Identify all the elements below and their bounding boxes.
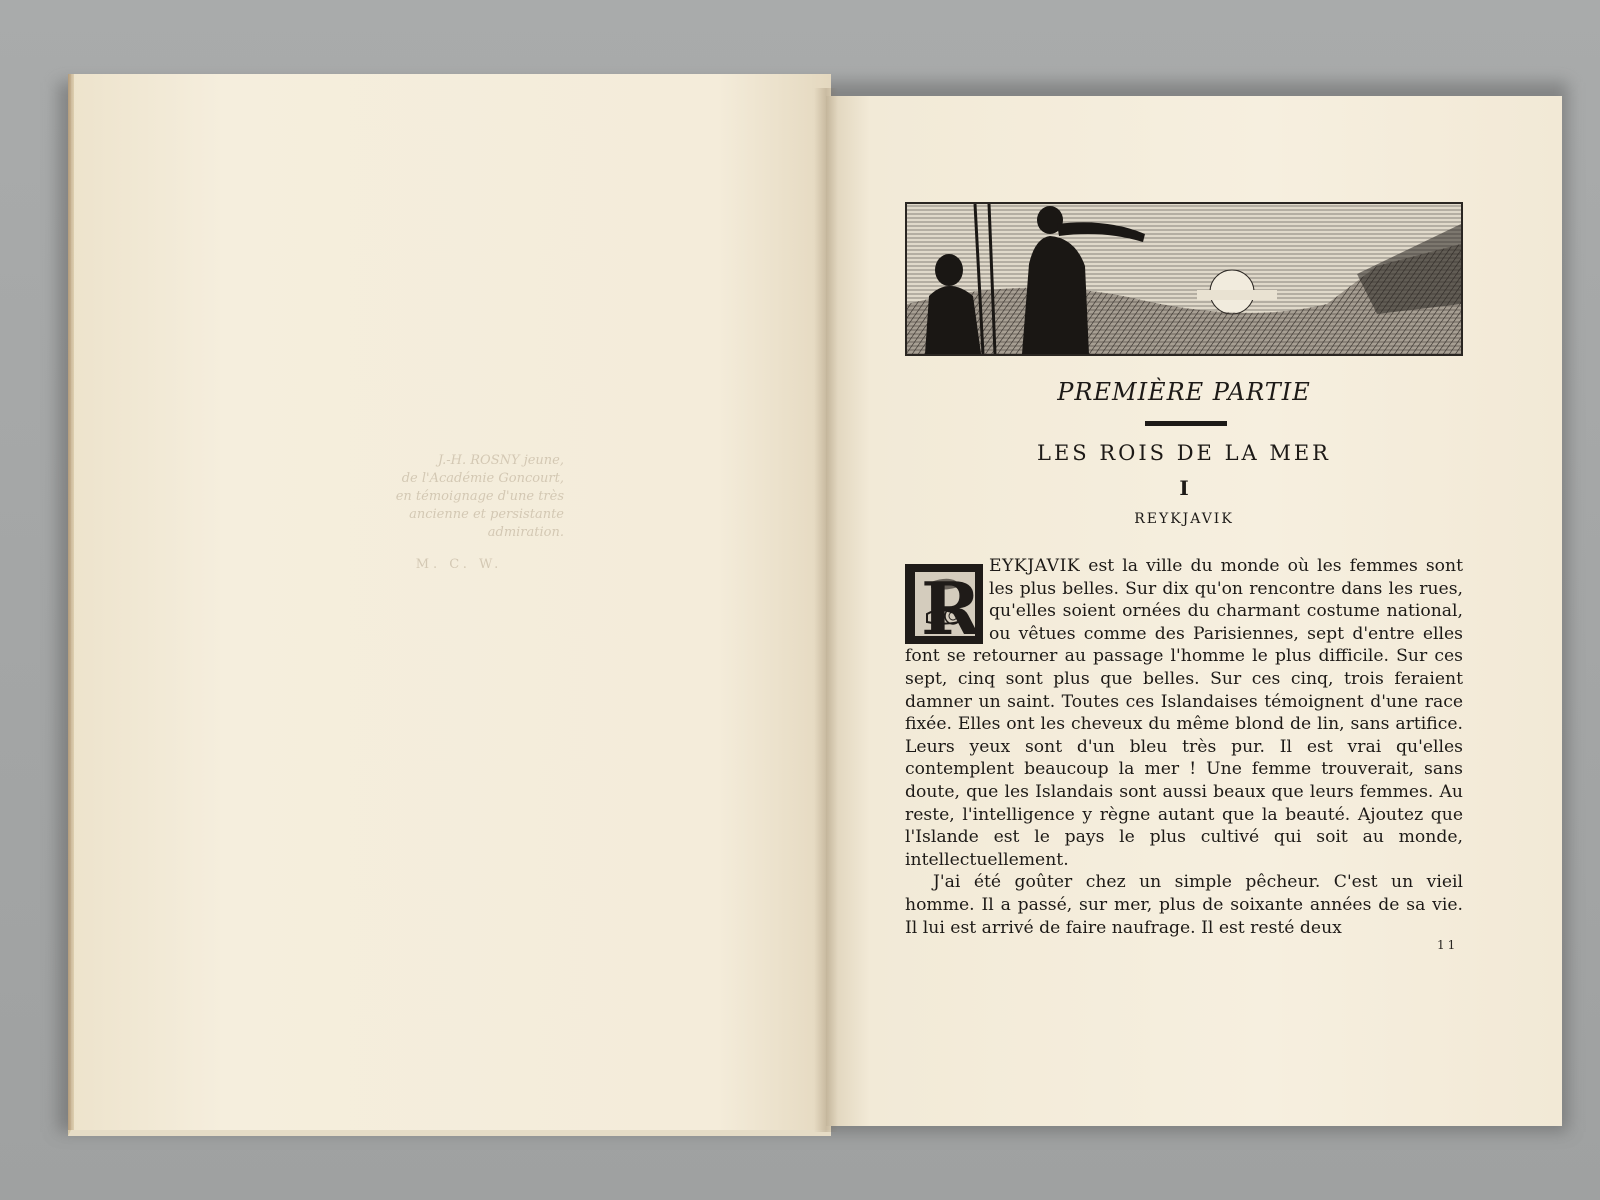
sunset-warriors-illustration <box>907 204 1461 354</box>
left-page <box>68 74 831 1136</box>
paragraph-1-text: est la ville du monde où les femmes sont les plus belles. Sur dix qu'on rencontre dans les rues, qu'elles soient ornées du charmant costume national, ou vêtues comme des Parisiennes, sept d'entre elles font se retourner au passage l'homme le plus difficile. Sur ces sept, cinq sont plus que belles. Sur ces cinq, trois feraient damner un saint. Toutes ces Islandaises témoignent d'une race fixée. Elles ont les cheveux du même blond de lin, sans artifice. Leurs yeux sont d'un bleu très pur. Il est vrai qu'elles contemplent beaucoup la mer ! Une femme trouverait, sans doute, que les Islandais sont aussi beaux que leurs femmes. Au reste, l'intelligence y règne autant que la beauté. Ajoutez que l'Islande est le pays le plus cultivé qui soit au monde, intellectuellement. <box>905 556 1463 870</box>
dropcap-letter: R <box>921 566 981 644</box>
chapter-title: LES ROIS DE LA MER <box>1037 441 1331 465</box>
first-word-rest: EYKJAVIK <box>989 556 1081 576</box>
page-number: 11 <box>1437 938 1459 952</box>
vignette-illustration <box>905 202 1463 356</box>
dedication-initials: M. C. W. <box>415 557 503 572</box>
dropcap-spacer <box>905 555 985 643</box>
left-page-edge <box>68 74 74 1130</box>
chapter-number: I <box>1179 476 1189 500</box>
dedication-line: J.-H. ROSNY jeune, <box>437 453 564 468</box>
dedication-line: de l'Académie Goncourt, <box>401 471 564 486</box>
part-title: PREMIÈRE PARTIE <box>1057 378 1311 406</box>
dedication-line: admiration. <box>487 525 564 540</box>
part-rule-divider <box>1145 421 1227 426</box>
dedication-line: ancienne et persistante <box>409 507 564 522</box>
body-text <box>905 555 1463 939</box>
dedication-showthrough <box>354 452 564 574</box>
section-title: REYKJAVIK <box>1134 511 1234 527</box>
dedication-line: en témoignage d'une très <box>395 489 564 504</box>
paragraph-2: J'ai été goûter chez un simple pêcheur. C'est un vieil homme. Il a passé, sur mer, plus de soixante années de sa vie. Il lui est arrivé de faire naufrage. Il est resté deux <box>905 872 1463 938</box>
paragraph <box>905 555 1463 871</box>
book-gutter <box>814 88 838 1132</box>
